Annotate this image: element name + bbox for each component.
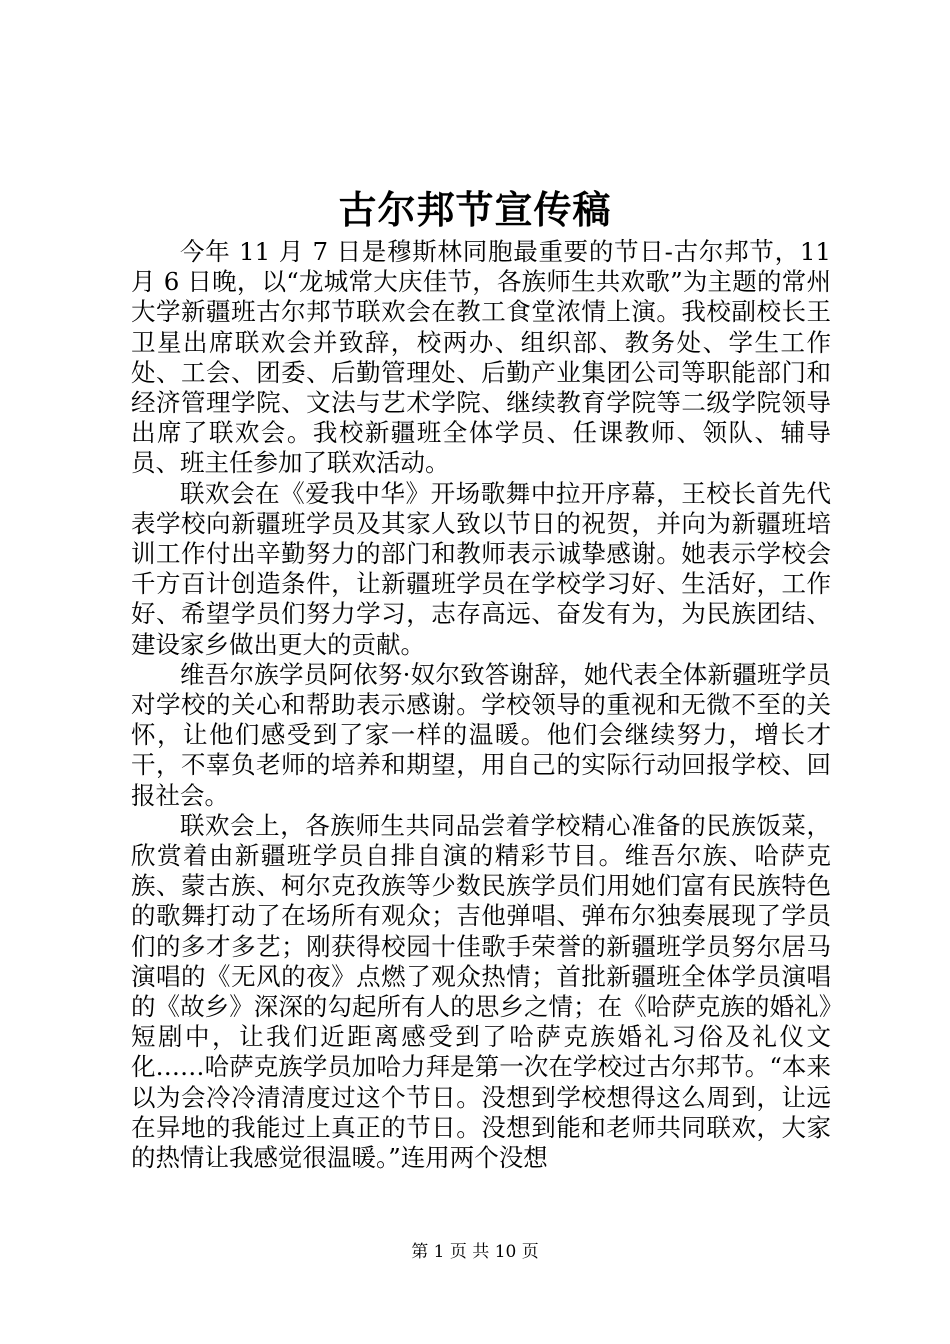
paragraph-2: 联欢会在《爱我中华》开场歌舞中拉开序幕，王校长首先代表学校向新疆班学员及其家人致以节日的祝贺，并向为新疆班培训工作付出辛勤努力的部门和教师表示诚挚感谢。她表示学校会千方百计创造条件，让新疆班学员在学校学习好、生活好，工作好、希望学员们努力学习，志存高远、奋发有为，为民族团结、建设家乡做出更大的贡献。 (131, 478, 831, 659)
document-body (131, 237, 831, 1173)
document-title: 古尔邦节宣传稿 (338, 187, 612, 232)
page-footer: 第 1 页 共 10 页 (411, 1242, 539, 1262)
paragraph-3: 维吾尔族学员阿依努·奴尔致答谢辞，她代表全体新疆班学员对学校的关心和帮助表示感谢。学校领导的重视和无微不至的关怀，让他们感受到了家一样的温暖。他们会继续努力，增长才干，不辜负老师的培养和期望，用自己的实际行动回报学校、回报社会。 (131, 659, 831, 810)
paragraph-1: 今年 11 月 7 日是穆斯林同胞最重要的节日-古尔邦节，11 月 6 日晚，以“龙城常大庆佳节，各族师生共欢歌”为主题的常州大学新疆班古尔邦节联欢会在教工食堂浓情上演。我校副校长王卫星出席联欢会并致辞，校两办、组织部、教务处、学生工作处、工会、团委、后勤管理处、后勤产业集团公司等职能部门和经济管理学院、文法与艺术学院、继续教育学院等二级学院领导出席了联欢会。我校新疆班全体学员、任课教师、领队、辅导员、班主任参加了联欢活动。 (131, 237, 831, 478)
paragraph-4: 联欢会上，各族师生共同品尝着学校精心准备的民族饭菜，欣赏着由新疆班学员自排自演的精彩节目。维吾尔族、哈萨克族、蒙古族、柯尔克孜族等少数民族学员们用她们富有民族特色的歌舞打动了在场所有观众；吉他弹唱、弹布尔独奏展现了学员们的多才多艺；刚获得校园十佳歌手荣誉的新疆班学员努尔居马演唱的《无风的夜》点燃了观众热情；首批新疆班全体学员演唱的《故乡》深深的勾起所有人的思乡之情；在《哈萨克族的婚礼》短剧中，让我们近距离感受到了哈萨克族婚礼习俗及礼仪文化……哈萨克族学员加哈力拜是第一次在学校过古尔邦节。“本来以为会冷冷清清度过这个节日。没想到学校想得这么周到，让远在异地的我能过上真正的节日。没想到能和老师共同联欢，大家的热情让我感觉很温暖。”连用两个没想 (131, 810, 831, 1173)
